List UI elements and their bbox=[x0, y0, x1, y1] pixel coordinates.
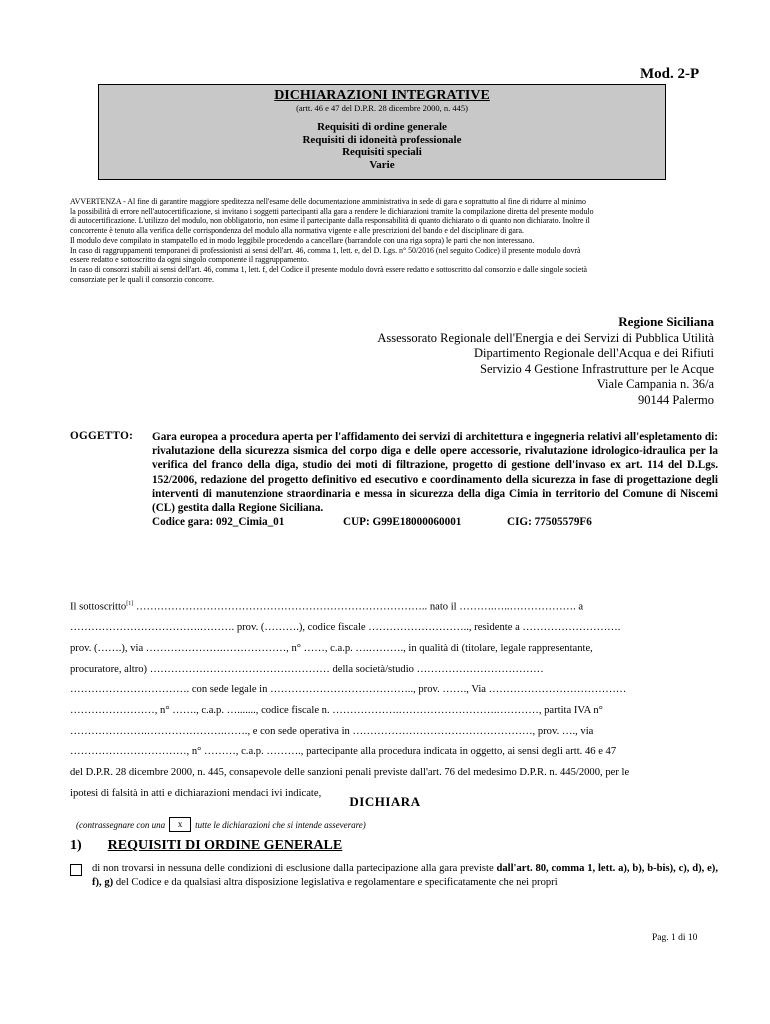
document-title: DICHIARAZIONI INTEGRATIVE bbox=[274, 88, 490, 103]
x-mark-box: x bbox=[169, 817, 191, 832]
title-item: Varie bbox=[369, 158, 395, 171]
title-item: Requisiti di idoneità professionale bbox=[302, 133, 462, 146]
subject-body bbox=[152, 430, 718, 529]
title-box bbox=[98, 84, 666, 180]
declaration-prefix: Il sottoscritto bbox=[70, 601, 127, 613]
declaration-line bbox=[70, 594, 718, 618]
recipient-line: Viale Campania n. 36/a bbox=[596, 377, 714, 391]
declaration-line: ……………………………, n° ………, c.a.p. ………., partecipante alla procedura indicata in oggetto, ai sensi degli artt. 46 e 47 bbox=[70, 746, 617, 758]
declaration-line: ……………………, n° ……., c.a.p. …......., codice fiscale n. ……………….……………………….…………, partita IVA n° bbox=[70, 705, 603, 717]
declaration-item bbox=[92, 862, 718, 890]
declaration-line: ………………….………………….……., e con sede operativa in ……………………………………………, prov. …., via bbox=[70, 725, 594, 737]
footnote-ref: [1] bbox=[126, 601, 134, 607]
section-heading bbox=[70, 838, 342, 854]
model-code: Mod. 2-P bbox=[640, 66, 700, 82]
page-number: Pag. 1 di 10 bbox=[652, 933, 698, 943]
declares-heading: DICHIARA bbox=[349, 794, 421, 809]
warning-line: In caso di raggruppamenti temporanei di professionisti ai sensi dell'art. 46, comma 1, lett. e, del D. Lgs. n° 50/2016 (nel seguito Codice) il presente modulo dovrà bbox=[70, 245, 581, 255]
recipient-line: 90144 Palermo bbox=[637, 392, 714, 407]
recipient-line: Dipartimento Regionale dell'Acqua e dei Rifiuti bbox=[473, 346, 714, 360]
warning-notice bbox=[70, 197, 716, 284]
document-subtitle: (artt. 46 e 47 del D.P.R. 28 dicembre 2000, n. 445) bbox=[296, 103, 468, 113]
declaration-line: ……………………………. con sede legale in ………………………………….., prov. ……., Via ………………………………… bbox=[70, 684, 627, 696]
declarant-details bbox=[70, 594, 718, 805]
recipient-line: Assessorato Regionale dell'Energia e dei Servizi di Pubblica Utilità bbox=[377, 330, 714, 345]
warning-line: concorrente è tenuto alla verifica delle corrispondenza del modulo alla normativa vigente e alle prescrizioni del bando e del disciplinare di gara. bbox=[70, 226, 524, 236]
note-text: (contrassegnare con una bbox=[76, 819, 166, 830]
item-text: di non trovarsi in nessuna delle condizioni di esclusione dalla partecipazione alla gara previste bbox=[92, 863, 497, 874]
section-number: 1) bbox=[70, 838, 82, 853]
tender-code: Codice gara: 092_Cimia_01 bbox=[152, 516, 285, 529]
cup-code: CUP: G99E18000060001 bbox=[343, 516, 462, 529]
declaration-checkbox[interactable] bbox=[70, 864, 82, 876]
recipient-name: Regione Siciliana bbox=[618, 314, 714, 329]
warning-line: essere redatto e sottoscritto da ogni singolo componente il raggruppamento. bbox=[70, 255, 309, 265]
declaration-line: prov. (…….), via ………………….………………, n° ……, c.a.p. ….………., in qualità di (titolare, legale rappresentante, bbox=[70, 642, 593, 654]
marking-instruction bbox=[76, 817, 366, 832]
item-text: del Codice e da qualsiasi altra disposizione legislativa e regolamentare e specificatamente che nei propri bbox=[113, 877, 558, 888]
item-text-bold: dall'art. 80, comma 1, lett. a), b), b-bis), c), d), e), f), g) bbox=[92, 863, 718, 888]
warning-line: la possibilità di errore nell'autocertificazione, si invitano i soggetti partecipanti alla gara a rendere le dichiarazioni tramite la compilazione diretta del presente modulo bbox=[70, 206, 594, 216]
title-item: Requisiti speciali bbox=[342, 146, 422, 158]
warning-line: Il modulo deve compilato in stampatello ed in modo leggibile procedendo a cancellare (barrandole con una riga sopra) le parti che non interessano. bbox=[70, 235, 535, 245]
warning-line: In caso di consorzi stabili ai sensi dell'art. 46, comma 1, lett. f, del Codice il presente modulo dovrà essere redatto e sottoscritto dal consorzio e dalle singole società bbox=[70, 264, 588, 274]
declaration-line: del D.P.R. 28 dicembre 2000, n. 445, consapevole delle sanzioni penali previste dall'art. 76 del medesimo D.P.R. n. 445/2000, per le bbox=[70, 767, 630, 779]
title-item: Requisiti di ordine generale bbox=[317, 121, 447, 133]
warning-line: consorziate per le quali il consorzio concorre. bbox=[70, 274, 214, 284]
cig-code: CIG: 77505579F6 bbox=[507, 516, 592, 529]
declaration-line: ……………………………….………. prov. (……….), codice fiscale ……………………….., residente a ………………………. bbox=[70, 622, 621, 634]
warning-line: di autocertificazione. L'utilizzo del modulo, non obbligatorio, non esime il partecipante dalla responsabilità di quanto dichiarato o di quanto non dichiarato. Inoltre il bbox=[70, 216, 590, 226]
recipient-address bbox=[377, 314, 714, 408]
tender-codes bbox=[152, 515, 718, 529]
warning-line: AVVERTENZA - Al fine di garantire maggiore speditezza nell'esame delle documentazione amministrativa in sede di gara e soprattutto al fine di ridurre al minimo bbox=[70, 197, 586, 206]
note-text: tutte le dichiarazioni che si intende asseverare) bbox=[195, 819, 366, 830]
section-title: REQUISITI DI ORDINE GENERALE bbox=[107, 838, 343, 853]
declaration-line: procuratore, altro) …………………………………………… della società/studio ……………………………… bbox=[70, 663, 544, 675]
declaration-line: ipotesi di falsità in atti e dichiarazioni mendaci ivi indicate, bbox=[70, 787, 322, 799]
declaration-fill: ……………………………………………………………………….. nato il ……….…..………………. a bbox=[133, 601, 584, 613]
subject-label: OGGETTO: bbox=[70, 430, 134, 442]
subject-text: Gara europea a procedura aperta per l'affidamento dei servizi di architettura e ingegneria relativi all'espletamento di: rivalutazione della sicurezza sismica del corpo diga e delle opere accessorie, rivalutazione idrologico-idraulica per la verifica del franco della diga, studio dei moti di filtrazione, progetto di gestione dell'invaso ex art. 114 del D.Lgs. 152/2006, redazione del progetto definitivo ed esecutivo e coordinamento della sicurezza in fase di progettazione degli interventi di manutenzione straordinaria e messa in sicurezza della diga Cimia in territorio del Comune di Niscemi (CL) gestita dalla Regione Siciliana. bbox=[152, 431, 718, 515]
recipient-line: Servizio 4 Gestione Infrastrutture per le Acque bbox=[480, 361, 714, 376]
